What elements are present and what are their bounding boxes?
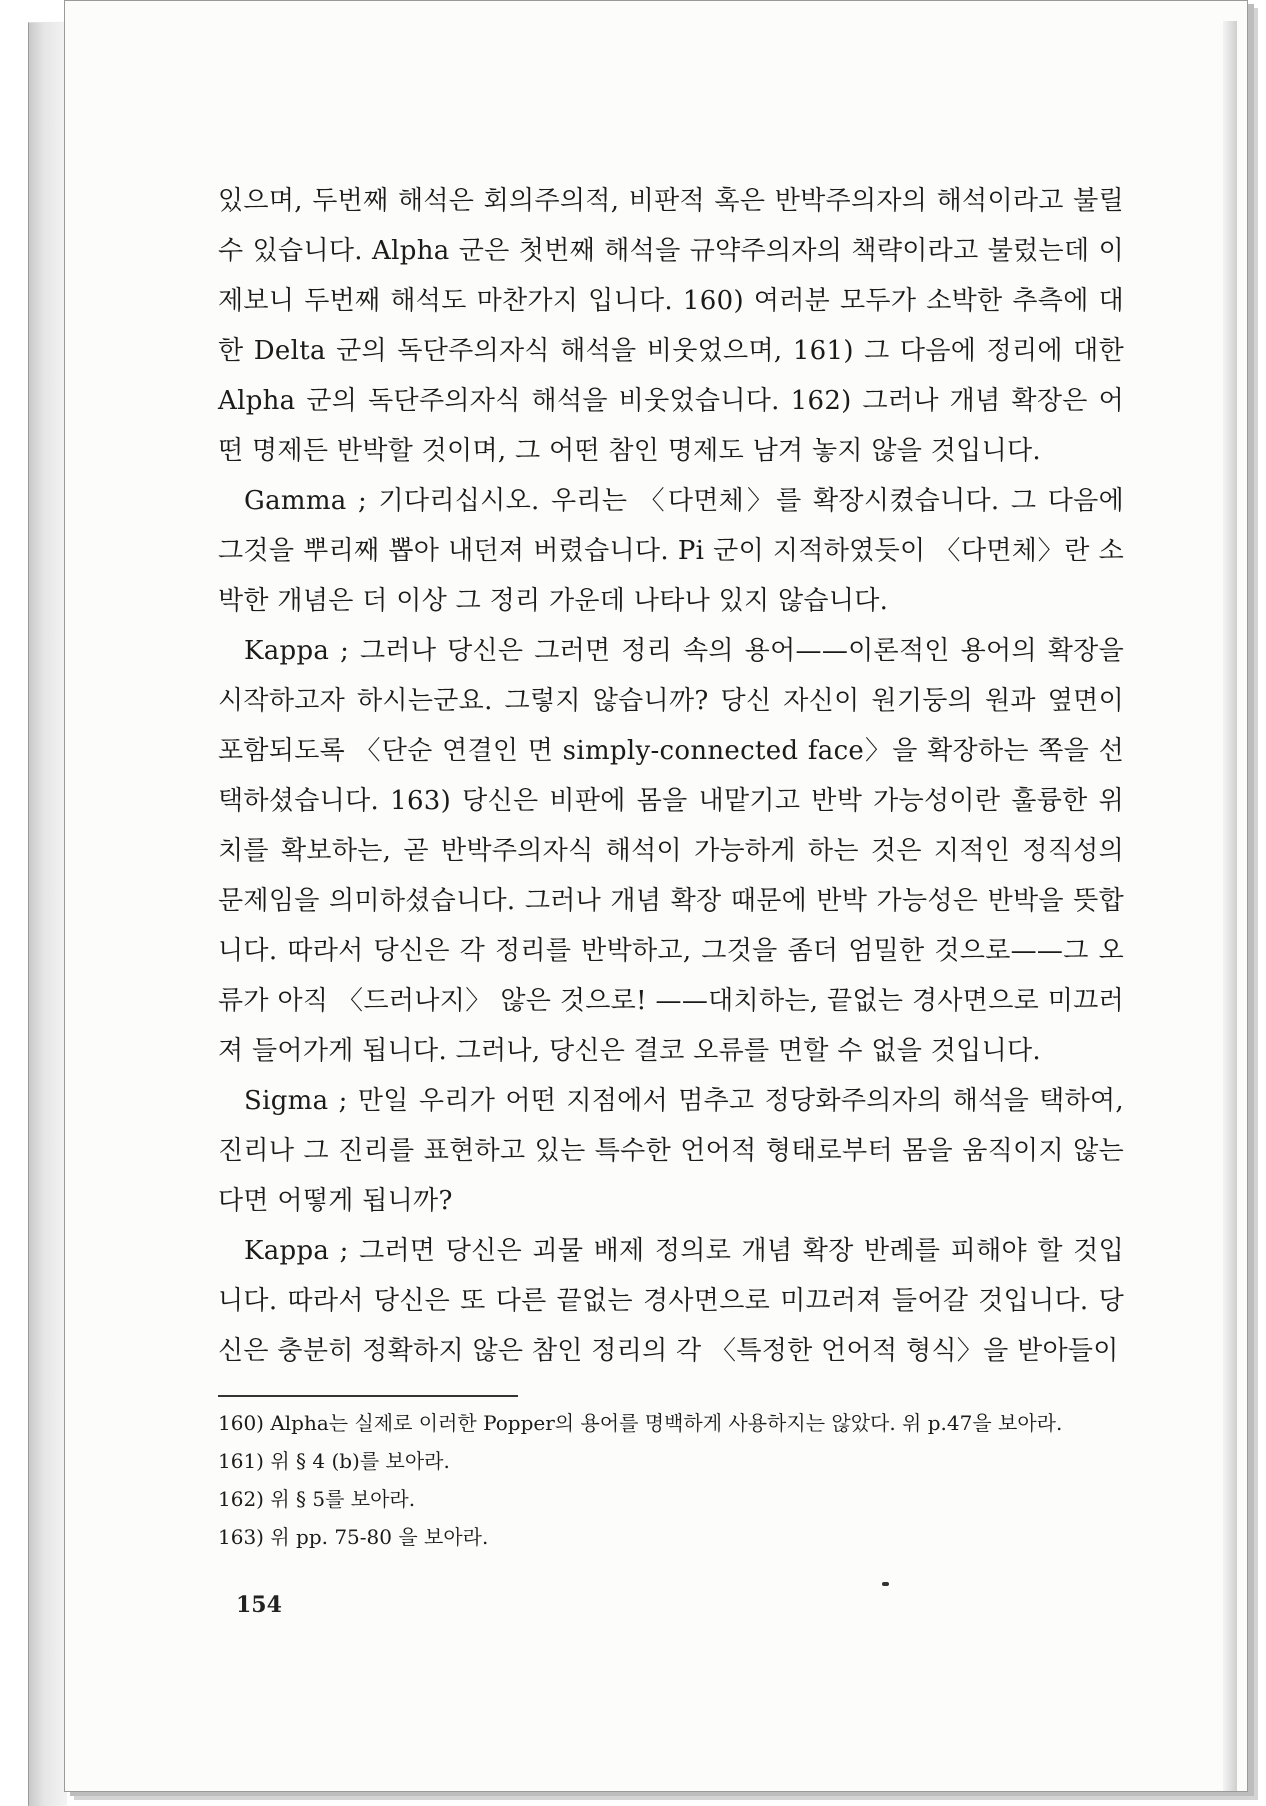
page-edge <box>1223 21 1237 1791</box>
scan-speck <box>882 1582 889 1586</box>
footnote-161: 161) 위 § 4 (b)를 보아라. <box>218 1449 450 1473</box>
book-spine <box>28 22 67 1806</box>
paragraph-gamma: Gamma ; 기다리십시오. 우리는 〈다면체〉를 확장시켰습니다. 그 다음에 그것을 뿌리째 뽑아 내던져 버렸습니다. Pi 군이 지적하였듯이 〈다면체〉란 소박한 개념은 더 이상 그 정리 가운데 나타나 있지 않습니다. <box>218 486 1124 616</box>
body-text <box>218 176 1124 1376</box>
page-number: 154 <box>236 1592 282 1618</box>
footnote-162: 162) 위 § 5를 보아라. <box>218 1487 416 1511</box>
footnotes <box>218 1404 1128 1556</box>
footnote-rule <box>218 1395 518 1397</box>
footnote-163: 163) 위 pp. 75-80 을 보아라. <box>218 1525 489 1549</box>
paragraph-kappa-2: Kappa ; 그러면 당신은 괴물 배제 정의로 개념 확장 반례를 피해야 할 것입니다. 따라서 당신은 또 다른 끝없는 경사면으로 미끄러져 들어갈 것입니다. 당신은 충분히 정확하지 않은 참인 정리의 각 〈특정한 언어적 형식〉을 받아들이 <box>218 1236 1124 1366</box>
paragraph-kappa-1: Kappa ; 그러나 당신은 그러면 정리 속의 용어——이론적인 용어의 확장을 시작하고자 하시는군요. 그렇지 않습니까? 당신 자신이 원기둥의 원과 옆면이 포함되도록 〈단순 연결인 면 simply-connected face〉을 확장하는 쪽을 선택하셨습니다. 163) 당신은 비판에 몸을 내맡기고 반박 가능성이란 훌륭한 위치를 확보하는, 곧 반박주의자식 해석이 가능하게 하는 것은 지적인 정직성의 문제임을 의미하셨습니다. 그러나 개념 확장 때문에 반박 가능성은 반박을 뜻합니다. 따라서 당신은 각 정리를 반박하고, 그것을 좀더 엄밀한 것으로——그 오류가 아직 〈드러나지〉 않은 것으로! ——대치하는, 끝없는 경사면으로 미끄러져 들어가게 됩니다. 그러나, 당신은 결코 오류를 면할 수 없을 것입니다. <box>218 636 1124 1066</box>
footnote-160: 160) Alpha는 실제로 이러한 Popper의 용어를 명백하게 사용하지는 않았다. 위 p.47을 보아라. <box>218 1411 1063 1435</box>
paragraph-1: 있으며, 두번째 해석은 회의주의적, 비판적 혹은 반박주의자의 해석이라고 불릴 수 있습니다. Alpha 군은 첫번째 해석을 규약주의자의 책략이라고 불렀는데 이제보니 두번째 해석도 마찬가지 입니다. 160) 여러분 모두가 소박한 추측에 대한 Delta 군의 독단주의자식 해석을 비웃었으며, 161) 그 다음에 정리에 대한 Alpha 군의 독단주의자식 해석을 비웃었습니다. 162) 그러나 개념 확장은 어떤 명제든 반박할 것이며, 그 어떤 참인 명제도 남겨 놓지 않을 것입니다. <box>218 186 1124 466</box>
paragraph-sigma: Sigma ; 만일 우리가 어떤 지점에서 멈추고 정당화주의자의 해석을 택하여, 진리나 그 진리를 표현하고 있는 특수한 언어적 형태로부터 몸을 움직이지 않는다면 어떻게 됩니까? <box>218 1086 1124 1216</box>
